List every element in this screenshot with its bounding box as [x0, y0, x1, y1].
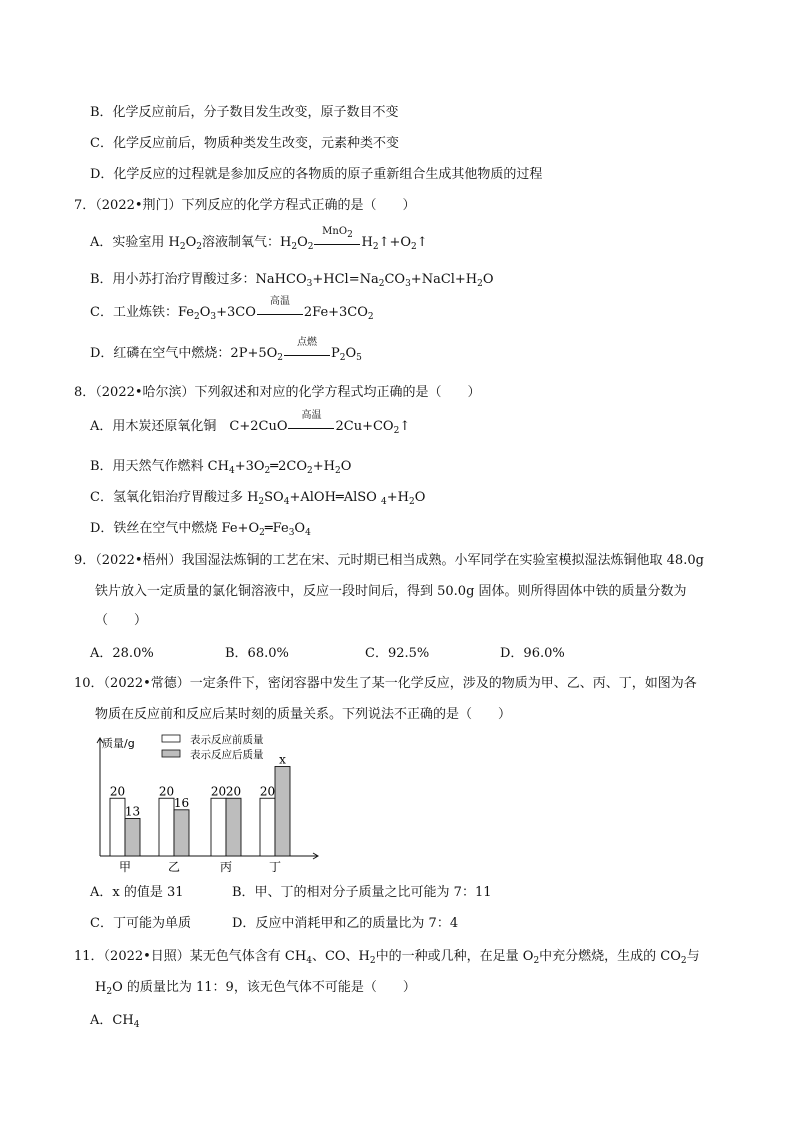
legend-swatch: [162, 750, 180, 757]
q10-option-a: A．x 的值是 31: [90, 885, 184, 900]
q8-option-a: A．用木炭还原氧化铜 C+2CuO 高温 $2Cu+CO_2↑$: [90, 410, 411, 436]
q9-option-b: B．68.0%: [225, 646, 289, 661]
x-tick-label: 甲: [118, 860, 132, 874]
legend-label: 表示反应后质量: [190, 749, 264, 761]
q9-stem-line3: （ ）: [95, 613, 148, 628]
q7-option-d: D．红磷在空气中燃烧：$2P+5O_2$ 点燃 $P_2O_5$: [90, 337, 362, 363]
q9-option-c: C．92.5%: [365, 646, 430, 661]
y-axis-label: 质量/g: [102, 737, 135, 750]
q6-option-d: D．化学反应的过程就是参加反应的各物质的原子重新组合生成其他物质的过程: [90, 167, 543, 182]
q10-option-d: D．反应中消耗甲和乙的质量比为 7：4: [232, 916, 459, 931]
q9-option-d: D．96.0%: [500, 646, 565, 661]
q9-option-a: A．28.0%: [90, 646, 154, 661]
q11-stem-line1: 11．（2022•日照）某无色气体含有 $CH_4$、CO、$H_2$中的一种或几种，在足量 $O_2$中充分燃烧，生成的 $CO_2$与: [74, 949, 700, 966]
data-label: 16: [173, 795, 190, 810]
q7-option-c: C．工业炼铁：$Fe_2O_3+3CO$ 高温 $2Fe+3CO_2$: [90, 296, 374, 322]
q7-option-b: B．用小苏打治疗胃酸过多：$NaHCO_3+HCl=Na_2CO_3+NaCl+H_2O$: [90, 272, 494, 289]
x-tick-label: 丙: [219, 860, 233, 874]
chart-svg: [96, 728, 336, 878]
q10-option-b: B．甲、丁的相对分子质量之比可能为 7：11: [232, 885, 492, 900]
q10-stem-line2: 物质在反应前和反应后某时刻的质量关系。下列说法不正确的是（ ）: [95, 707, 512, 722]
bar: [125, 818, 140, 856]
q8-option-b: B．用天然气作燃料 $CH_4+3O_2═2CO_2+H_2O$: [90, 459, 352, 476]
q8-option-c: C．氢氧化铝治疗胃酸过多 $H_2SO_4+AlOH═AlSO$ $_4+H_2O$: [90, 490, 426, 507]
data-label: 20: [225, 784, 242, 799]
q7-stem: 7．（2022•荆门）下列反应的化学方程式正确的是（ ）: [74, 198, 416, 213]
data-label: 20: [259, 784, 276, 799]
data-label: 20: [210, 784, 227, 799]
q6-option-b: B．化学反应前后，分子数目发生改变，原子数目不变: [90, 105, 399, 120]
data-label: 13: [124, 804, 141, 819]
reaction-condition-arrow: 点燃: [284, 345, 330, 359]
q11-option-a: A．$CH_4$: [90, 1013, 140, 1030]
legend-swatch: [162, 735, 180, 742]
q8-stem: 8．（2022•哈尔滨）下列叙述和对应的化学方程式均正确的是（ ）: [74, 385, 481, 400]
data-label: x: [279, 752, 286, 767]
reaction-condition-arrow: 高温: [288, 418, 334, 432]
q10-stem-line1: 10．（2022•常德）一定条件下，密闭容器中发生了某一化学反应，涉及的物质为甲、乙、丙、丁，如图为各: [74, 676, 697, 691]
x-tick-label: 丁: [268, 860, 282, 874]
bar: [110, 798, 125, 856]
q7-option-a: A．实验室用 $H_2O_2$溶液制氧气：$H_2O_2$ MnO$_2$ $H_2↑+O_2↑$: [90, 226, 428, 252]
data-label: 20: [158, 784, 175, 799]
mass-bar-chart: [96, 728, 336, 878]
bar: [275, 766, 290, 856]
q10-option-c: C．丁可能为单质: [90, 916, 191, 931]
bar: [211, 798, 226, 856]
data-label: 20: [109, 784, 126, 799]
bar: [260, 798, 275, 856]
x-tick-label: 乙: [167, 860, 181, 874]
bar: [159, 798, 174, 856]
q9-stem-line1: 9．（2022•梧州）我国湿法炼铜的工艺在宋、元时期已相当成熟。小军同学在实验室模拟湿法炼铜他取 48.0g: [74, 553, 704, 568]
reaction-condition-arrow: 高温: [257, 304, 303, 318]
q8-option-d: D．铁丝在空气中燃烧 $Fe+O_2═Fe_3O_4$: [90, 521, 311, 538]
legend-label: 表示反应前质量: [190, 734, 264, 746]
reaction-condition-arrow: MnO$_2$: [314, 234, 360, 248]
q11-stem-line2: $H_2O$ 的质量比为 11：9，该无色气体不可能是（ ）: [95, 980, 416, 997]
bar: [226, 798, 241, 856]
bar: [174, 810, 189, 856]
q6-option-c: C．化学反应前后，物质种类发生改变，元素种类不变: [90, 136, 399, 151]
q9-stem-line2: 铁片放入一定质量的氯化铜溶液中，反应一段时间后，得到 50.0g 固体。则所得固体中铁的质量分数为: [95, 584, 687, 599]
